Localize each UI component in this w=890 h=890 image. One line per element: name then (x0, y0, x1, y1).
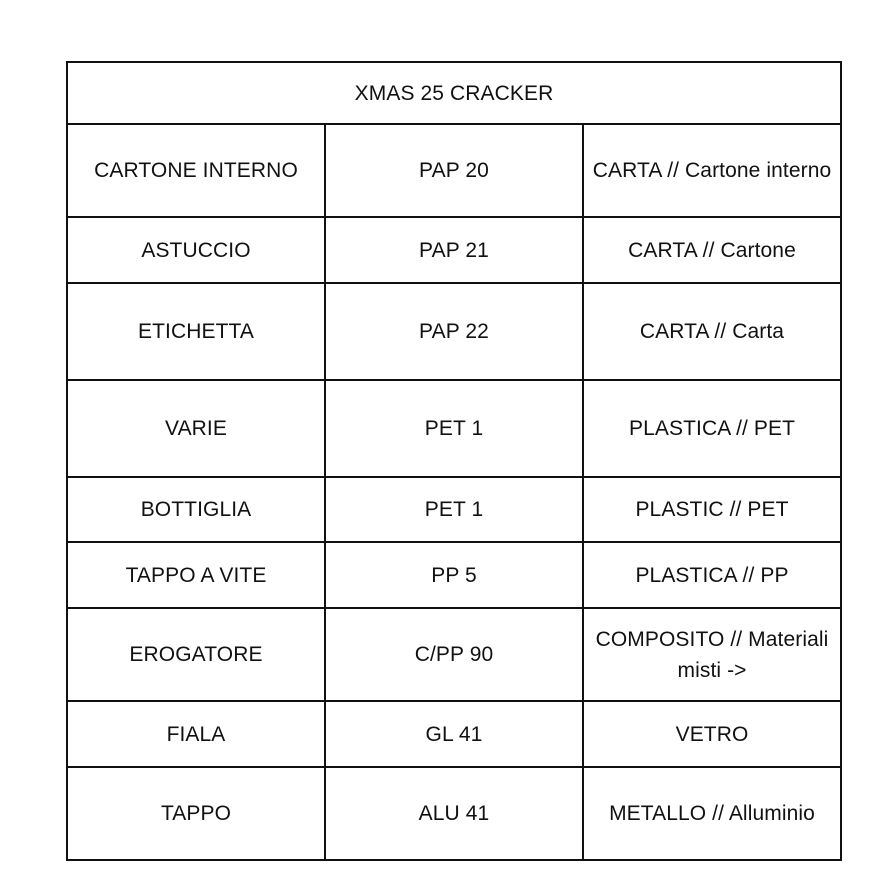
material-cell: CARTA // Carta (583, 283, 841, 380)
material-cell: METALLO // Alluminio (583, 767, 841, 860)
table-row (67, 608, 841, 701)
component-cell: ASTUCCIO (67, 217, 325, 283)
table-row (67, 767, 841, 860)
table-row (67, 217, 841, 283)
table-row (67, 283, 841, 380)
material-cell: CARTA // Cartone (583, 217, 841, 283)
component-cell: TAPPO A VITE (67, 542, 325, 608)
code-cell: PAP 21 (325, 217, 583, 283)
code-cell: PET 1 (325, 477, 583, 542)
material-cell: PLASTICA // PET (583, 380, 841, 477)
code-cell: PP 5 (325, 542, 583, 608)
code-cell: PAP 22 (325, 283, 583, 380)
packaging-table (66, 61, 842, 861)
material-cell: PLASTICA // PP (583, 542, 841, 608)
component-cell: TAPPO (67, 767, 325, 860)
material-cell: VETRO (583, 701, 841, 767)
material-cell: PLASTIC // PET (583, 477, 841, 542)
component-cell: VARIE (67, 380, 325, 477)
material-cell: COMPOSITO // Materiali misti -> (583, 608, 841, 701)
table-row (67, 477, 841, 542)
table-row (67, 542, 841, 608)
code-cell: PAP 20 (325, 124, 583, 217)
component-cell: FIALA (67, 701, 325, 767)
code-cell: C/PP 90 (325, 608, 583, 701)
component-cell: ETICHETTA (67, 283, 325, 380)
component-cell: BOTTIGLIA (67, 477, 325, 542)
table-row (67, 380, 841, 477)
code-cell: ALU 41 (325, 767, 583, 860)
component-cell: CARTONE INTERNO (67, 124, 325, 217)
table-title: XMAS 25 CRACKER (67, 62, 841, 124)
material-cell: CARTA // Cartone interno (583, 124, 841, 217)
table-row (67, 701, 841, 767)
component-cell: EROGATORE (67, 608, 325, 701)
table-row (67, 124, 841, 217)
code-cell: GL 41 (325, 701, 583, 767)
code-cell: PET 1 (325, 380, 583, 477)
table-title-row (67, 62, 841, 124)
